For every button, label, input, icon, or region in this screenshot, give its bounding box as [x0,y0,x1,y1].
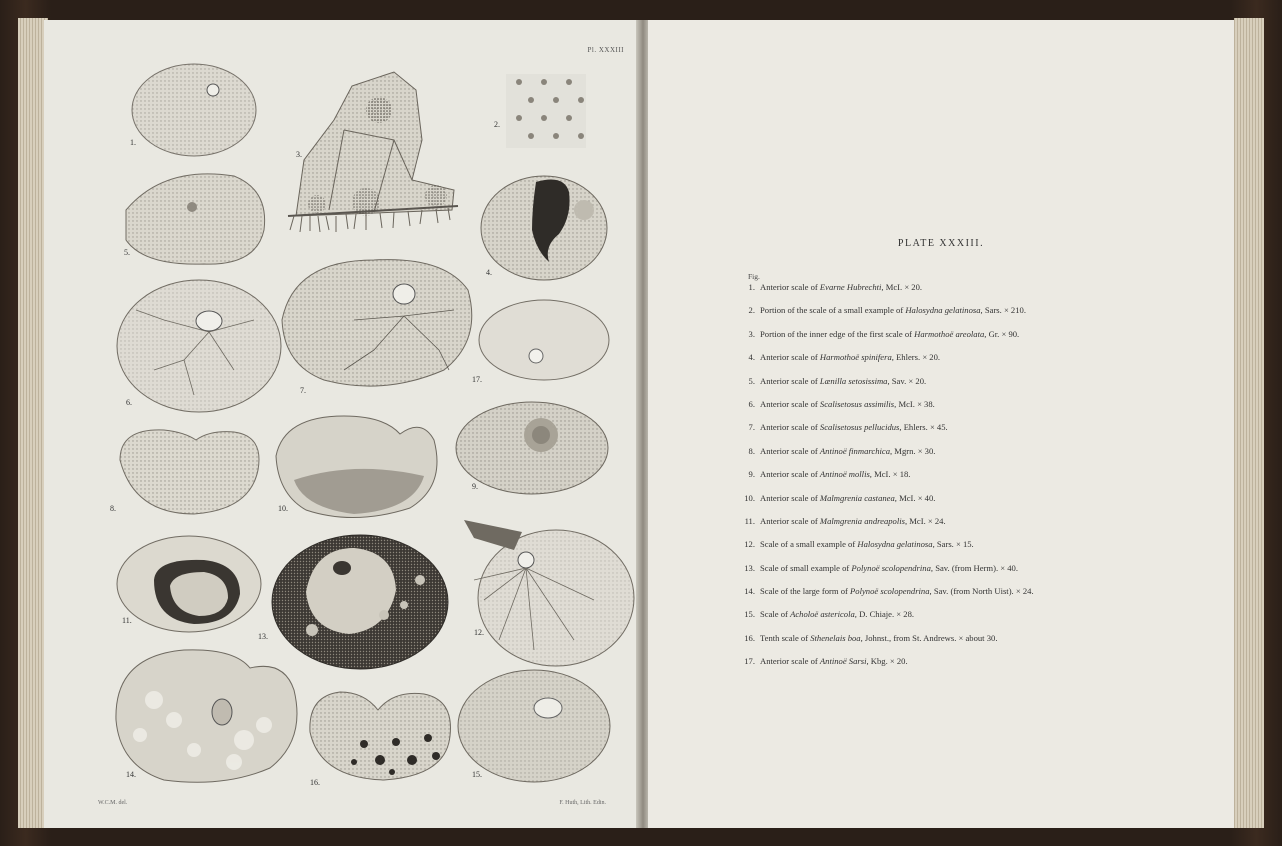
figure-13 [272,535,448,669]
figure-number: 10. [278,504,288,513]
legend-entry [734,329,1214,352]
figure-14 [116,650,297,782]
entry-species: Malmgrenia castanea [819,492,895,503]
entry-text [760,516,946,539]
entry-text [760,609,914,632]
legend-list [734,282,1214,680]
figure-number: 13. [258,632,268,641]
entry-prefix: Scale of the large form of [760,586,851,597]
plate-page [44,20,640,828]
entry-species: Antinoë mollis [819,469,870,480]
entry-suffix: , McI. × 18. [869,469,911,480]
legend-entry [734,539,1214,562]
entry-suffix: , Gr. × 90. [984,328,1020,339]
entry-suffix: , McI. × 38. [894,398,935,409]
figure-15 [458,670,610,782]
entry-number: 13. [744,562,755,573]
entry-text [760,376,926,399]
figure-number: 14. [126,770,136,779]
entry-text [760,446,935,469]
figure-17 [479,300,609,380]
entry-suffix: , McI. × 20. [881,282,923,292]
plate-title: PLATE XXXIII. [897,238,985,249]
entry-species: Antinoë Sarsi [819,656,867,667]
entry-suffix: , Ehlers. × 20. [891,352,941,363]
entry-text [760,422,948,445]
entry-species: Evarne Hubrechti [819,282,882,292]
entry-species: Sthenelais boa [810,632,861,643]
entry-text [760,493,935,516]
entry-prefix: Portion of the inner edge of the first scale of [760,328,915,339]
figure-number: 4. [486,268,492,277]
entry-species: Polynoë scolopendrina [851,562,931,573]
entry-prefix: Anterior scale of [760,375,820,386]
entry-prefix: Anterior scale of [760,282,820,292]
entry-number: 1. [748,282,755,292]
entry-text [760,282,922,305]
entry-text [760,539,974,562]
entry-species: Antinoë finmarchica [819,445,890,456]
figure-number: 7. [300,386,306,395]
entry-suffix: , Sav. × 20. [887,375,927,386]
entry-species: Harmothoë spinifera [819,352,892,363]
entry-number: 17. [744,656,755,667]
entry-number: 12. [744,539,755,550]
entry-number: 2. [748,305,755,316]
figure-3 [288,72,458,232]
entry-text [760,656,908,679]
figure-10 [276,416,437,518]
entry-text [760,586,1034,609]
figure-8 [120,430,259,514]
legend-page [648,20,1234,828]
figure-number: 9. [472,482,478,491]
legend-entry [734,633,1214,656]
entry-number: 11. [744,515,755,526]
entry-number: 16. [744,632,755,643]
entry-suffix: , McI. × 40. [894,492,936,503]
entry-number: 5. [748,375,755,386]
entry-prefix: Portion of the scale of a small example of [760,305,906,316]
entry-suffix: , Kbg. × 20. [866,656,908,667]
entry-prefix: Anterior scale of [760,422,820,433]
legend-entry [734,493,1214,516]
entry-suffix: , McI. × 24. [904,515,946,526]
figure-5 [126,174,265,264]
legend-entry [734,352,1214,375]
entry-prefix: Anterior scale of [760,492,820,503]
entry-number: 8. [748,445,755,456]
entry-species: Halosydna gelatinosa [857,539,933,550]
entry-species: Halosydna gelatinosa [905,305,981,316]
figure-number: 11. [122,616,132,625]
entry-prefix: Anterior scale of [760,515,820,526]
figure-number: 15. [472,770,482,779]
plate-code: Pl. XXXIII [587,46,624,54]
figure-4 [481,176,607,280]
entry-text [760,329,1019,352]
entry-text [760,352,940,375]
entry-number: 6. [748,398,755,409]
entry-suffix: , Sav. (from Herm). × 40. [930,562,1018,573]
entry-number: 10. [744,492,755,503]
entry-prefix: Scale of [760,609,791,620]
lithographer-credit: F. Huth, Lith. Edin. [559,800,606,806]
figure-number: 6. [126,398,132,407]
legend-entry [734,586,1214,609]
entry-species: Scalisetosus pellucidus [819,422,900,433]
entry-number: 4. [748,352,755,363]
entry-suffix: , Johnst., from St. Andrews. × about 30. [860,632,998,643]
entry-species: Polynoë scolopendrina [850,586,930,597]
figure-number: 2. [494,120,500,129]
legend-entry [734,469,1214,492]
figure-2 [506,74,586,148]
figure-11 [117,536,261,632]
entry-number: 14. [744,586,755,597]
entry-species: Lænilla setosissima [819,375,888,386]
fig-heading: Fig. [748,272,760,281]
figure-number: 8. [110,504,116,513]
entry-prefix: Tenth scale of [760,632,811,643]
legend-entry [734,376,1214,399]
entry-prefix: Scale of small example of [760,562,852,573]
entry-text [760,305,1026,328]
figure-16 [310,692,451,780]
legend-entry [734,446,1214,469]
entry-suffix: , Ehlers. × 45. [899,422,948,433]
entry-prefix: Anterior scale of [760,445,820,456]
entry-prefix: Scale of a small example of [760,539,858,550]
figure-number: 1. [130,138,136,147]
legend-entry [734,422,1214,445]
legend-entry [734,399,1214,422]
entry-suffix: , D. Chiaje. × 28. [854,609,915,620]
entry-suffix: , Sav. (from North Uist). × 24. [929,586,1034,597]
figure-number: 5. [124,248,130,257]
entry-suffix: , Sars. × 15. [932,539,974,550]
figure-number: 17. [472,375,482,384]
figure-6 [117,280,281,412]
entry-number: 15. [744,609,755,620]
entry-number: 3. [748,328,755,339]
entry-species: Harmothoë areolata [914,328,985,339]
legend-entry [734,305,1214,328]
entry-prefix: Anterior scale of [760,656,820,667]
entry-prefix: Anterior scale of [760,469,820,480]
legend-entry [734,282,1214,305]
entry-number: 7. [748,422,755,433]
figure-number: 3. [296,150,302,159]
legend-entry [734,656,1214,679]
entry-suffix: , Mgrn. × 30. [890,445,936,456]
figure-1 [132,64,256,156]
legend-entry [734,563,1214,586]
entry-prefix: Anterior scale of [760,352,820,363]
figure-7 [282,260,472,387]
page-edges-right [1234,18,1264,828]
figure-number: 12. [474,628,484,637]
figure-9 [456,402,608,494]
legend-entry [734,516,1214,539]
entry-text [760,633,997,656]
entry-text [760,469,910,492]
figure-12 [464,520,634,666]
legend-entry [734,609,1214,632]
artist-credit: W.C.M. del. [98,800,128,806]
figure-number: 16. [310,778,320,787]
entry-text [760,399,935,422]
entry-prefix: Anterior scale of [760,398,820,409]
entry-species: Acholoë astericola [790,609,855,620]
entry-species: Malmgrenia andreapolis [819,515,905,526]
entry-species: Scalisetosus assimilis [819,398,895,409]
entry-number: 9. [748,469,755,480]
entry-suffix: , Sars. × 210. [980,305,1026,316]
entry-text [760,563,1018,586]
